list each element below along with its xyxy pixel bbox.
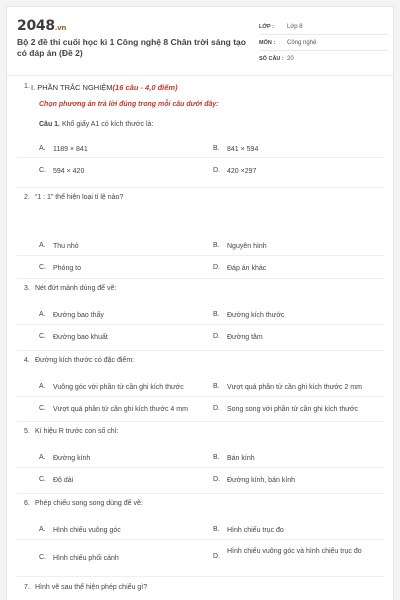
option-b[interactable]: B. Hình chiếu trục đo [213, 526, 284, 534]
question-1: 1. I. PHẦN TRẮC NGHIỆM(16 câu - 4,0 điểm) Chọn phương án trả lời đúng trong mỗi câu dưới đây: Câu 1. Khổ giấy A1 có kích thước là: A. 1189 × 841 B. 841 × 594 C. 594 × 420 D. 420 ×297 [7, 83, 394, 183]
option-d[interactable]: D. Đường kính, bán kính [213, 476, 296, 484]
question-text: Phép chiếu song song dùng để vẽ: [35, 500, 143, 507]
option-a[interactable]: A. Thu nhỏ [39, 242, 79, 250]
question-text: Kí hiệu R trước con số chỉ: [35, 428, 119, 435]
option-a[interactable]: A. Vuông góc với phần tử cần ghi kích thước [39, 383, 184, 391]
option-c[interactable]: C. Hình chiếu phối cảnh [39, 554, 119, 562]
meta-subject: MÔN : Công nghệ [259, 35, 387, 51]
divider [17, 187, 385, 188]
option-a[interactable]: A. Đường kính [39, 454, 91, 462]
option-b[interactable]: B. 841 × 594 [213, 145, 259, 153]
question-text: Nét đứt mảnh dùng để vẽ: [35, 285, 117, 292]
question-2: 2. “1 : 1” thể hiện loại tỉ lệ nào? A. Thu nhỏ B. Nguyên hình C. Phóng to D. Đáp án khác [7, 194, 394, 274]
divider [17, 324, 385, 325]
option-d[interactable]: D. Hình chiếu vuông góc và hình chiếu trục đo [213, 548, 362, 560]
divider [17, 493, 385, 494]
option-d[interactable]: D. Đáp án khác [213, 264, 267, 272]
divider [17, 396, 385, 397]
meta-class: LỚP : Lớp 8 [259, 19, 387, 35]
question-text: Đường kích thước có đặc điểm: [35, 357, 135, 364]
divider [17, 467, 385, 468]
divider [17, 278, 385, 279]
exam-sheet [6, 6, 394, 600]
site-logo[interactable]: 2048.vn [17, 18, 67, 34]
option-c[interactable]: C. Phóng to [39, 264, 82, 272]
option-a[interactable]: A. Đường bao thấy [39, 311, 104, 319]
instruction: Chọn phương án trả lời đúng trong mỗi câu dưới đây: [39, 101, 219, 108]
question-text: “1 : 1” thể hiện loại tỉ lệ nào? [35, 194, 124, 201]
option-c[interactable]: C. Độ dài [39, 476, 74, 484]
divider [17, 350, 385, 351]
option-b[interactable]: B. Bán kính [213, 454, 255, 462]
option-a[interactable]: A. 1189 × 841 [39, 145, 88, 153]
option-a[interactable]: A. Hình chiếu vuông góc [39, 526, 121, 534]
question-text: Hình vẽ sau thể hiện phép chiếu gì? [35, 584, 148, 591]
option-d[interactable]: D. Song song với phần tử cần ghi kích thước [213, 405, 359, 413]
option-c[interactable]: C. Vượt quá phần tử cần ghi kích thước 4 mm [39, 405, 188, 413]
question-6: 6. Phép chiếu song song dùng để vẽ: A. Hình chiếu vuông góc B. Hình chiếu trục đo C. Hình chiếu phối cảnh D. Hình chiếu vuông góc và hình chiếu trục đo [7, 500, 394, 570]
option-b[interactable]: B. Đường kích thước [213, 311, 285, 319]
meta-question-count: SỐ CÂU : 20 [259, 56, 294, 62]
exam-meta [259, 19, 387, 67]
sub-question: Câu 1. Khổ giấy A1 có kích thước là: [39, 121, 154, 128]
question-3: 3. Nét đứt mảnh dùng để vẽ: A. Đường bao thấy B. Đường kích thước C. Đường bao khuất D. Đường tâm [7, 285, 394, 345]
option-b[interactable]: B. Vượt quá phần tử cần ghi kích thước 2 mm [213, 383, 362, 391]
page-title: Bộ 2 đề thi cuối học kì 1 Công nghệ 8 Chân trời sáng tạo có đáp án (Đề 2) [17, 37, 246, 58]
section-title: I. PHẦN TRẮC NGHIỆM(16 câu - 4,0 điểm) [31, 83, 178, 92]
question-4: 4. Đường kích thước có đặc điểm: A. Vuông góc với phần tử cần ghi kích thước B. Vượt quá phần tử cần ghi kích thước 2 mm C. Vượt quá phần tử cần ghi kích thước 4 mm D. Song song với phần tử cần ghi kích thước [7, 357, 394, 417]
question-7: 7. Hình vẽ sau thể hiện phép chiếu gì? [24, 584, 148, 591]
divider [17, 576, 385, 577]
option-d[interactable]: D. Đường tâm [213, 333, 263, 341]
divider [17, 255, 385, 256]
question-5: 5. Kí hiệu R trước con số chỉ: A. Đường kính B. Bán kính C. Độ dài D. Đường kính, bán kính [7, 428, 394, 488]
option-c[interactable]: C. 594 × 420 [39, 167, 85, 175]
divider [17, 157, 385, 158]
option-d[interactable]: D. 420 ×297 [213, 167, 257, 175]
header-divider [7, 75, 394, 76]
exam-header [7, 7, 394, 73]
divider [17, 539, 385, 540]
option-c[interactable]: C. Đường bao khuất [39, 333, 108, 341]
option-b[interactable]: B. Nguyên hình [213, 242, 267, 250]
divider [17, 421, 385, 422]
